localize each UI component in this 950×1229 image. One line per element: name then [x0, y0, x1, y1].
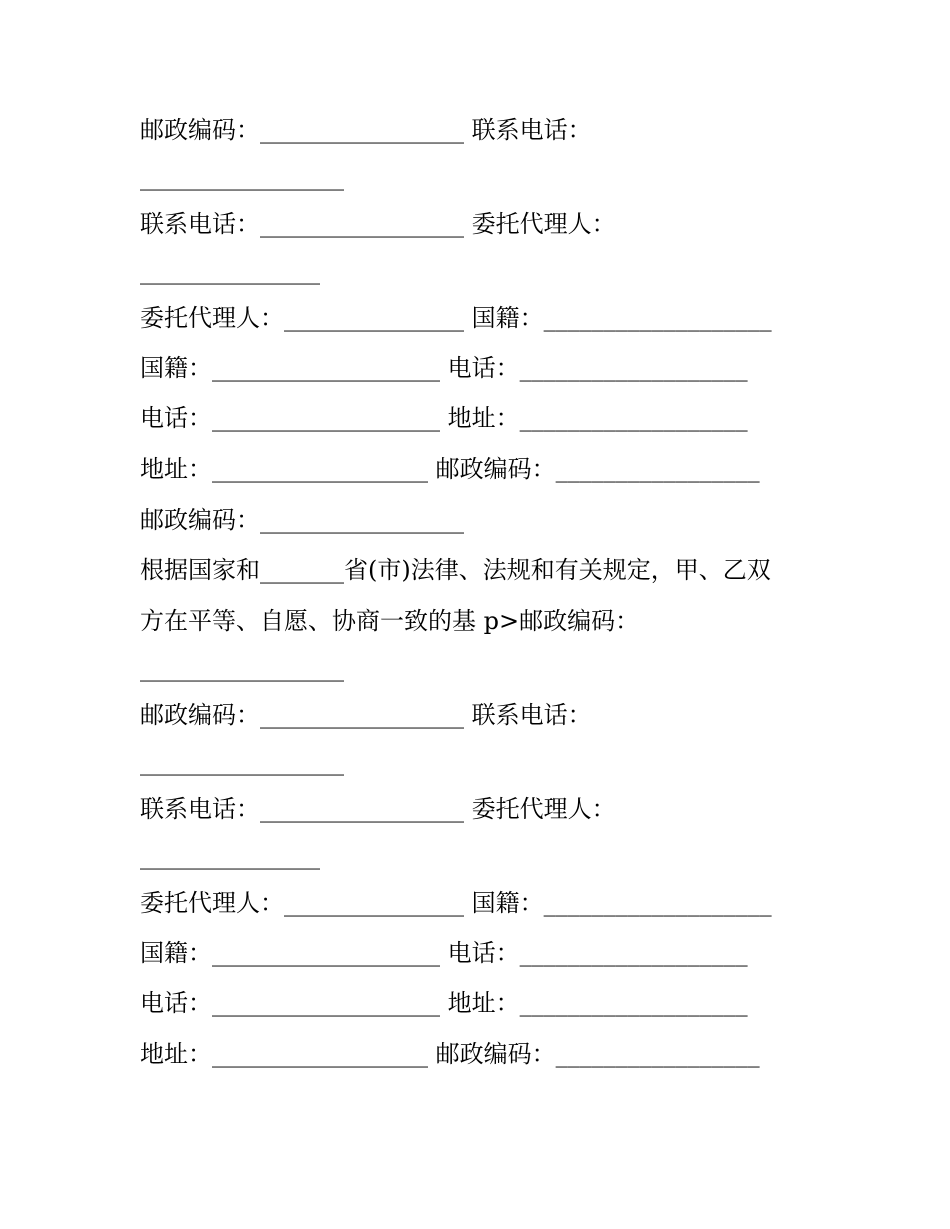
- text-line: _________________: [140, 163, 344, 191]
- text-line: 委托代理人：_______________ 国籍：___________________: [140, 889, 772, 917]
- text-line: 联系电话：_________________ 委托代理人：: [140, 795, 616, 823]
- text-line: 邮政编码：_________________ 联系电话：: [140, 701, 592, 729]
- text-line: 国籍：___________________ 电话：___________________: [140, 939, 748, 967]
- text-line: _______________: [140, 257, 320, 285]
- text-line: _________________: [140, 654, 344, 682]
- text-line: 根据国家和_______省(市)法律、法规和有关规定，甲、乙双: [140, 556, 771, 584]
- text-line: 地址：__________________ 邮政编码：_________________: [140, 455, 760, 483]
- text-line: 国籍：___________________ 电话：___________________: [140, 354, 748, 382]
- text-line: 方在平等、自愿、协商一致的基 p>邮政编码：: [140, 607, 640, 635]
- text-line: 委托代理人：_______________ 国籍：___________________: [140, 304, 772, 332]
- text-line: 电话：___________________ 地址：___________________: [140, 989, 748, 1017]
- text-line: 邮政编码：_________________ 联系电话：: [140, 116, 592, 144]
- text-line: _________________: [140, 748, 344, 776]
- text-line: 邮政编码：_________________: [140, 506, 464, 534]
- text-line: 联系电话：_________________ 委托代理人：: [140, 210, 616, 238]
- text-line: 地址：__________________ 邮政编码：_________________: [140, 1040, 760, 1068]
- text-line: 电话：___________________ 地址：___________________: [140, 404, 748, 432]
- text-line: _______________: [140, 842, 320, 870]
